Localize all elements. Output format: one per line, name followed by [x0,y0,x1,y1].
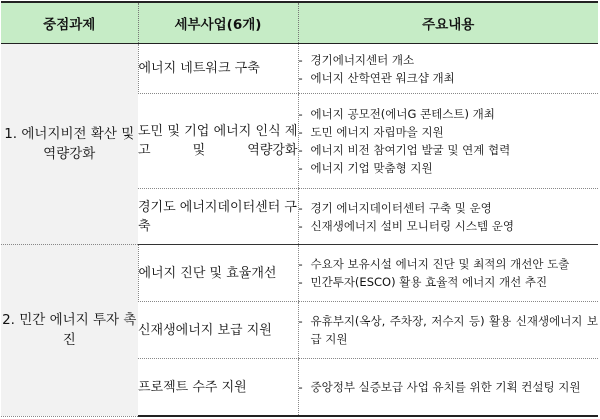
content-cell [298,94,598,189]
header-content: 주요내용 [298,2,598,44]
project-table [1,1,598,417]
list-item: - 민간투자(ESCO) 활용 효율적 에너지 개선 추진 [299,273,599,291]
list-item: - 수요자 보유시설 에너지 진단 및 최적의 개선안 도출 [299,255,599,273]
list-item: - 에너지 산학연관 워크샵 개최 [299,69,599,87]
project-cell: 경기도 에너지데이터센터 구축 [138,189,298,245]
list-item: - 에너지 기업 맞춤형 지원 [299,159,599,177]
list-item: - 경기 에너지데이터센터 구축 및 운영 [299,199,599,217]
list-item: - 중앙정부 실증보급 사업 유치를 위한 기획 컨설팅 지원 [299,378,599,396]
project-cell: 에너지 네트워크 구축 [138,44,298,94]
table-row [1,245,598,302]
content-cell [298,189,598,245]
project-cell: 도민 및 기업 에너지 인식 제고 및 역량강화 [138,94,298,189]
header-project: 세부사업(6개) [138,2,298,44]
task-cell-2: 2. 민간 에너지 투자 촉진 [1,245,138,416]
project-cell: 프로젝트 수주 지원 [138,359,298,416]
content-cell [298,245,598,302]
list-item: - 에너지 비전 참여기업 발굴 및 연계 협력 [299,141,599,159]
table-header-row [1,2,598,44]
list-item: - 신재생에너지 설비 모니터링 시스템 운영 [299,217,599,235]
list-item: - 경기에너지센터 개소 [299,51,599,69]
content-cell [298,302,598,359]
list-item: - 도민 에너지 자립마을 지원 [299,123,599,141]
table-row [1,44,598,94]
list-item: - 에너지 공모전(에너G 콘테스트) 개최 [299,105,599,123]
project-cell: 신재생에너지 보급 지원 [138,302,298,359]
list-item: - 유휴부지(옥상, 주차장, 저수지 등) 활용 신재생에너지 보급 지원 [299,312,599,348]
header-task: 중점과제 [1,2,138,44]
content-cell [298,359,598,416]
project-cell: 에너지 진단 및 효율개선 [138,245,298,302]
task-cell-1: 1. 에너지비전 확산 및 역량강화 [1,44,138,245]
content-cell [298,44,598,94]
